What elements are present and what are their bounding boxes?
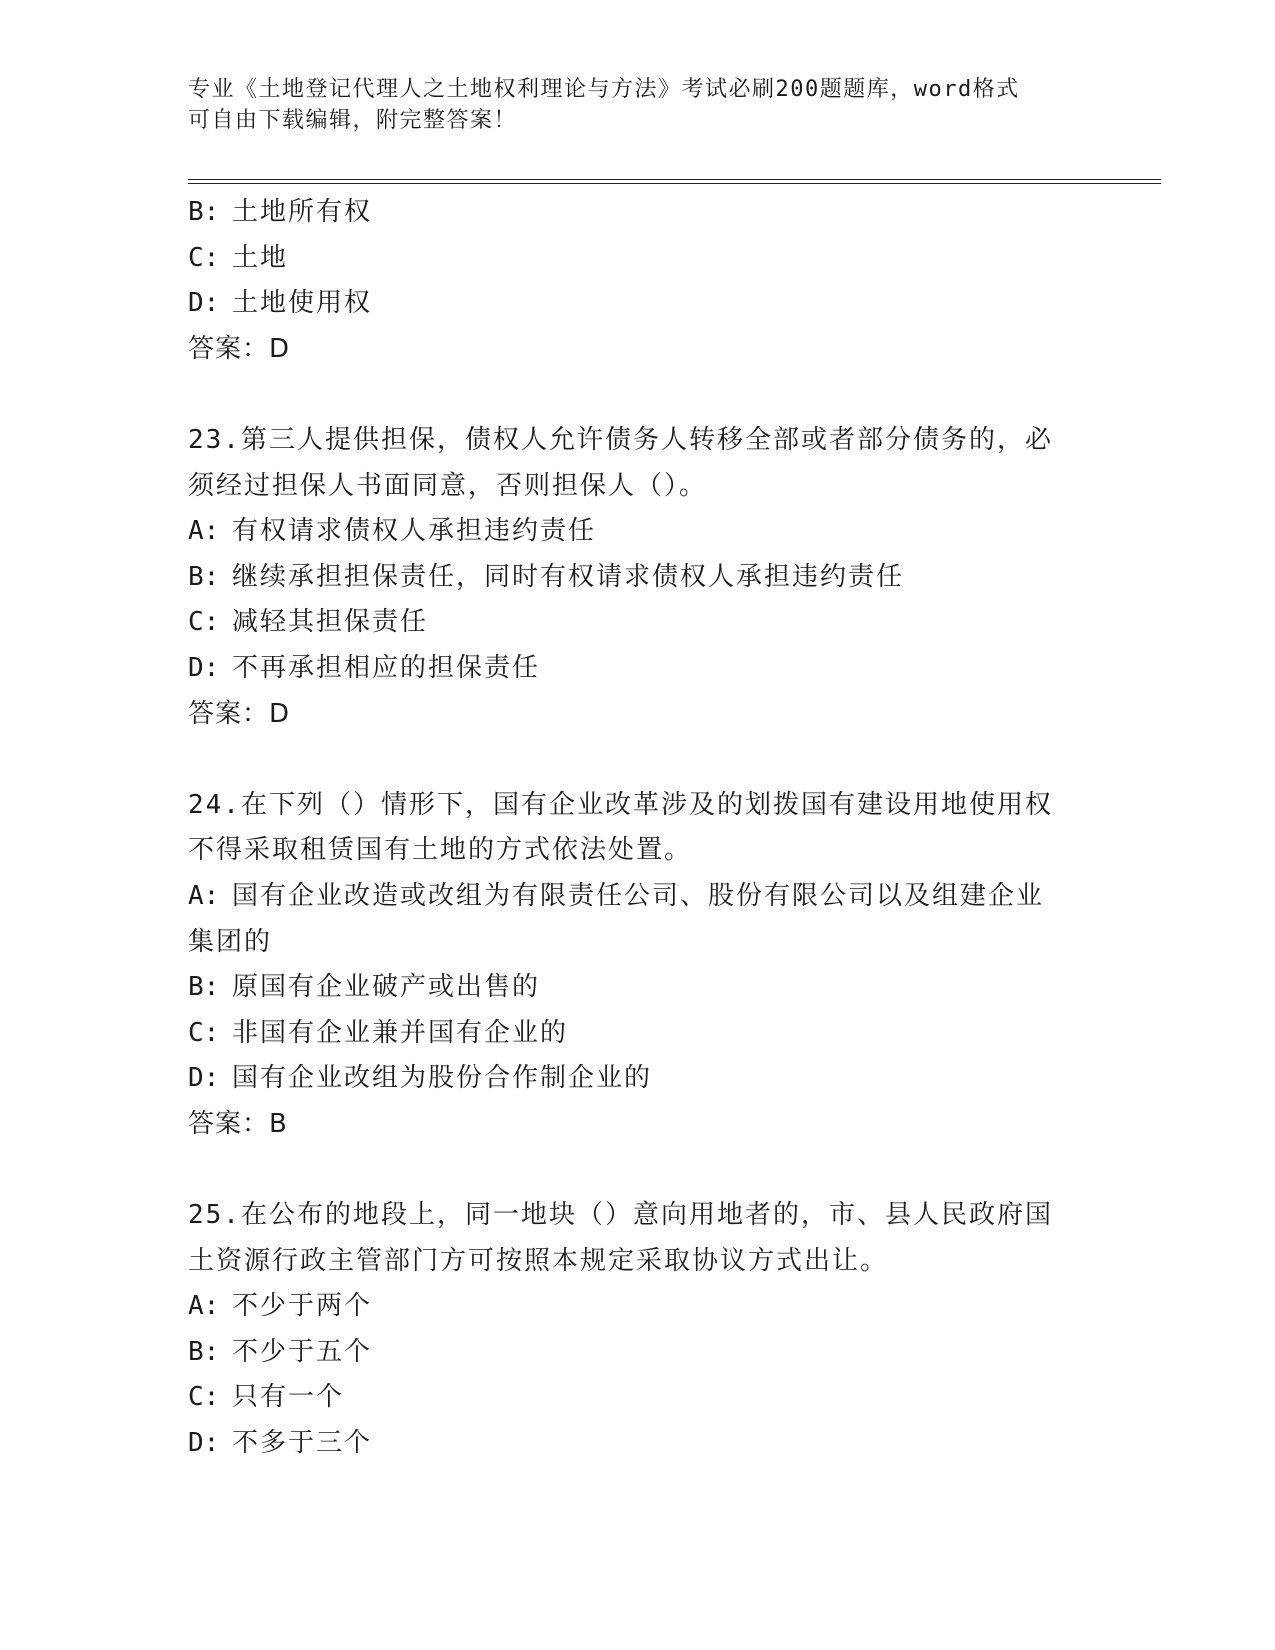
option-c xyxy=(188,1375,1088,1421)
question-list xyxy=(188,190,1088,1467)
option-b xyxy=(188,190,1088,236)
question-stem-line: 土资源行政主管部门方可按照本规定采取协议方式出让。 xyxy=(188,1245,889,1276)
option-text: 国有企业改组为股份合作制企业的 xyxy=(232,1063,653,1094)
option-letter: A: xyxy=(188,880,220,911)
option-d xyxy=(188,646,1088,692)
spacer xyxy=(188,372,1088,418)
option-b xyxy=(188,965,1088,1011)
question-24 xyxy=(188,783,1088,1148)
option-b xyxy=(188,1330,1088,1376)
spacer xyxy=(188,737,1088,783)
question-stem-line: 须经过担保人书面同意，否则担保人（）。 xyxy=(188,470,708,501)
option-letter: D: xyxy=(188,288,220,319)
spacer xyxy=(188,1147,1088,1193)
option-b xyxy=(188,555,1088,601)
option-text: 不少于五个 xyxy=(232,1336,373,1367)
header-line-2: 可自由下载编辑，附完整答案！ xyxy=(188,108,518,133)
option-letter: D: xyxy=(188,1063,220,1094)
option-letter: B: xyxy=(188,197,220,227)
option-text: 土地所有权 xyxy=(232,197,373,227)
option-text: 不多于三个 xyxy=(232,1428,373,1459)
document-header xyxy=(188,74,1068,136)
option-a xyxy=(188,509,1088,555)
option-text: 土地 xyxy=(232,242,289,273)
option-letter: B: xyxy=(188,1336,220,1367)
option-letter: C: xyxy=(188,607,220,638)
question-stem-line: 24.在下列（）情形下，国有企业改革涉及的划拨国有建设用地使用权 xyxy=(188,789,1053,820)
option-text: 非国有企业兼并国有企业的 xyxy=(232,1017,569,1048)
answer-line: 答案：D xyxy=(188,333,291,364)
option-c xyxy=(188,1011,1088,1057)
question-stem-line: 23.第三人提供担保，债权人允许债务人转移全部或者部分债务的，必 xyxy=(188,424,1053,455)
option-letter: C: xyxy=(188,242,220,273)
option-text: 不再承担相应的担保责任 xyxy=(232,652,541,683)
option-a xyxy=(188,874,1088,920)
option-letter: D: xyxy=(188,652,220,683)
option-letter: B: xyxy=(188,972,220,1003)
question-22-continued xyxy=(188,190,1088,372)
option-text: 土地使用权 xyxy=(232,288,373,319)
option-text: 只有一个 xyxy=(232,1382,345,1413)
option-d xyxy=(188,281,1088,327)
header-line-1: 专业《土地登记代理人之土地权利理论与方法》考试必刷200题题库，word格式 xyxy=(188,77,1020,102)
option-letter: B: xyxy=(188,561,220,592)
option-text: 国有企业改造或改组为有限责任公司、股份有限公司以及组建企业 xyxy=(232,880,1045,911)
option-a xyxy=(188,1284,1088,1330)
answer-line: 答案：D xyxy=(188,698,291,729)
option-text: 有权请求债权人承担违约责任 xyxy=(232,516,597,547)
option-c xyxy=(188,236,1088,282)
question-25 xyxy=(188,1193,1088,1467)
question-stem-line: 不得采取租赁国有土地的方式依法处置。 xyxy=(188,835,693,866)
option-c xyxy=(188,600,1088,646)
option-letter: D: xyxy=(188,1428,220,1459)
option-d xyxy=(188,1421,1088,1467)
option-letter: A: xyxy=(188,1291,220,1322)
option-text: 减轻其担保责任 xyxy=(232,607,429,638)
option-d xyxy=(188,1056,1088,1102)
option-a-continuation: 集团的 xyxy=(188,926,273,957)
header-divider xyxy=(188,179,1161,184)
answer-line: 答案：B xyxy=(188,1108,288,1139)
option-letter: C: xyxy=(188,1382,220,1413)
question-stem-line: 25.在公布的地段上，同一地块（）意向用地者的，市、县人民政府国 xyxy=(188,1200,1053,1231)
option-text: 原国有企业破产或出售的 xyxy=(232,972,541,1003)
option-text: 继续承担担保责任，同时有权请求债权人承担违约责任 xyxy=(232,561,905,592)
option-letter: A: xyxy=(188,516,220,547)
option-letter: C: xyxy=(188,1017,220,1048)
question-23 xyxy=(188,418,1088,737)
option-text: 不少于两个 xyxy=(232,1291,373,1322)
